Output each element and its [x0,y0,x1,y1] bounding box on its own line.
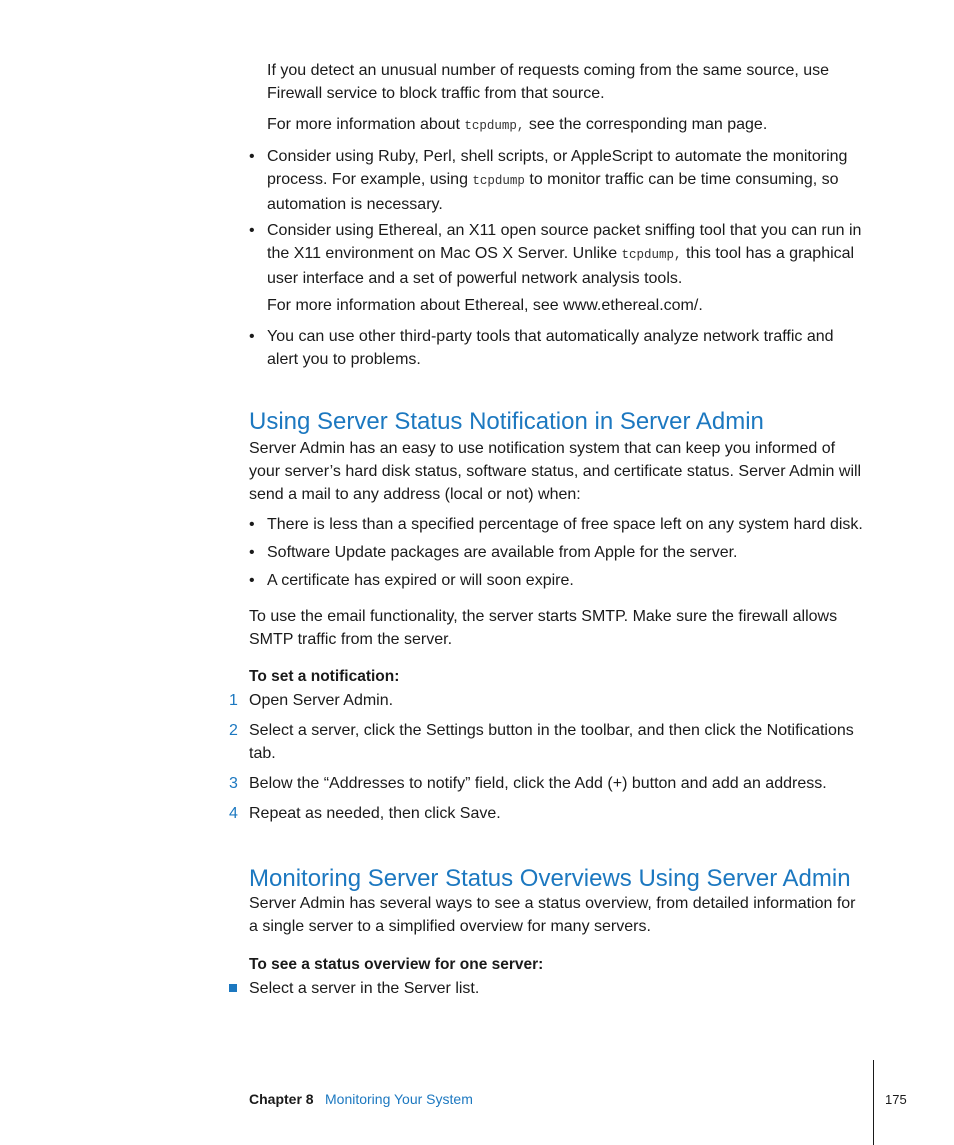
square-bullet-icon [229,984,237,992]
bullet-text-post: this tool has a graphical user interface and a set of powerful network analysis tools. [267,245,855,287]
section-heading-overviews: Monitoring Server Status Overviews Using Server Admin [249,865,851,892]
footer-chapter-label: Chapter 8 [249,1091,314,1107]
bullet-text-pre: Consider using Ethereal, an X11 open source packet sniffing tool that you can run in the X11 environment on Mac OS X Server. Unlike [267,222,862,262]
bullet-marker: • [249,222,255,239]
tcpdump-code: tcpdump, [464,119,525,133]
step-number: 2 [229,722,238,739]
bullet-marker: • [249,148,255,165]
bullet-marker: • [249,328,255,345]
intro-paragraph: If you detect an unusual number of requests coming from the same source, use Firewall service to block traffic from that source. [267,62,830,102]
step-text: Below the “Addresses to notify” field, click the Add (+) button and add an address. [249,775,827,792]
step-number: 1 [229,692,238,709]
ethereal-info-paragraph: For more information about Ethereal, see www.ethereal.com/. [267,297,703,314]
section-heading-notification: Using Server Status Notification in Server Admin [249,408,764,435]
step-text: Select a server, click the Settings button in the toolbar, and then click the Notifications tab. [249,722,854,762]
task-heading-set-notification: To set a notification: [249,668,400,685]
step-text: Open Server Admin. [249,692,394,709]
list-item: You can use other third-party tools that automatically analyze network traffic and alert you to problems. [267,328,834,368]
step-number: 3 [229,775,238,792]
bullet-text-pre: Consider using Ruby, Perl, shell scripts, or AppleScript to automate the monitoring process. For example, using [267,148,848,188]
bullet-marker: • [249,572,255,589]
footer-chapter-title: Monitoring Your System [325,1091,473,1107]
bullet-marker: • [249,544,255,561]
tcpdump-code: tcpdump [472,174,525,188]
step-number: 4 [229,805,238,822]
list-item [267,219,867,290]
footer-divider [873,1060,874,1145]
step-text: Select a server in the Server list. [249,980,480,997]
tcpdump-code: tcpdump, [621,248,682,262]
step-text: Repeat as needed, then click Save. [249,805,501,822]
list-item: There is less than a specified percentage of free space left on any system hard disk. [267,516,863,533]
list-item [267,145,867,216]
list-item: Software Update packages are available from Apple for the server. [267,544,738,561]
tcpdump-info-paragraph [267,113,867,138]
tcpdump-info-post: see the corresponding man page. [524,116,768,133]
section-intro-paragraph: Server Admin has an easy to use notification system that can keep you informed of your server’s hard disk status, software status, and certificate status. Server Admin will send a mail to any address (local or not) when: [249,440,862,503]
bullet-text-post: to monitor traffic can be time consuming, so automation is necessary. [267,171,839,213]
tcpdump-info-pre: For more information about [267,116,465,133]
bullet-marker: • [249,516,255,533]
task-heading-status-overview: To see a status overview for one server: [249,956,544,973]
page-number: 175 [885,1092,907,1107]
section-intro-paragraph: Server Admin has several ways to see a status overview, from detailed information for a single server to a simplified overview for many servers. [249,895,856,935]
list-item: A certificate has expired or will soon expire. [267,572,574,589]
smtp-note-paragraph: To use the email functionality, the server starts SMTP. Make sure the firewall allows SMTP traffic from the server. [249,608,838,648]
